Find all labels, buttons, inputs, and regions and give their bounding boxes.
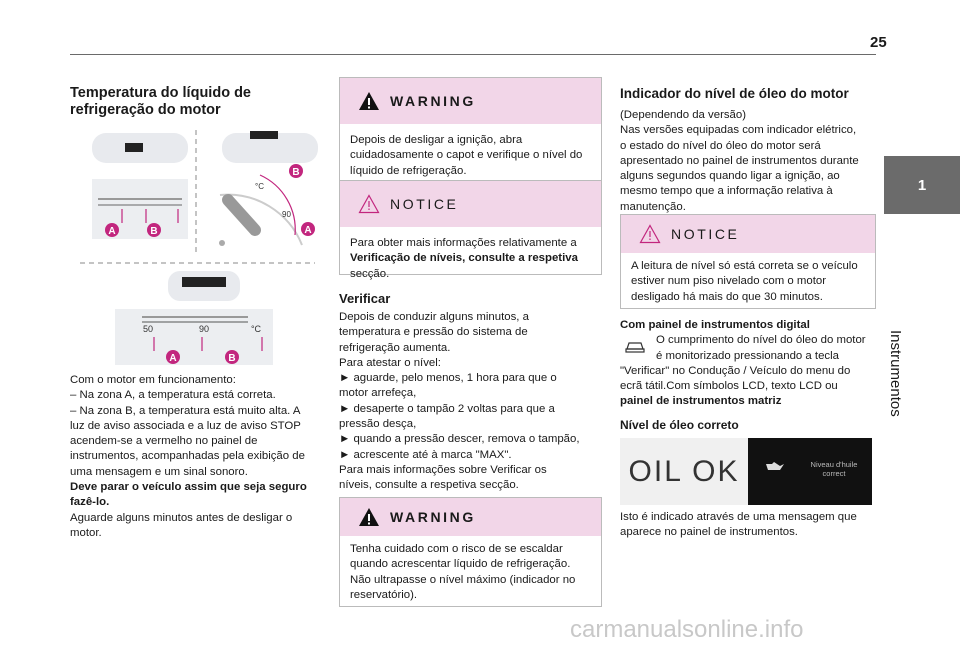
notice-triangle-icon: [358, 194, 380, 214]
coolant-line: motor.: [70, 526, 102, 539]
coolant-line: acendem-se a vermelho no painel de: [70, 435, 258, 448]
oil-intro-line: (Dependendo da versão): [620, 109, 747, 121]
verificar-line: ► acrescente até à marca "MAX".: [339, 448, 512, 461]
warning-line: líquido de refrigeração.: [350, 164, 467, 177]
verificar-line: Para atestar o nível:: [339, 356, 441, 369]
oil-level-display: [620, 438, 872, 505]
oil-msg-line1: Niveau d'huile: [810, 460, 858, 469]
zone-b-label-dial: B: [292, 167, 300, 178]
zone-a-label-2: A: [169, 353, 177, 364]
coolant-body: [70, 373, 325, 541]
coolant-line: Com o motor em funcionamento:: [70, 374, 236, 386]
notice-label: NOTICE: [671, 226, 740, 242]
coolant-line: – Na zona B, a temperatura está muito alta. A: [70, 404, 301, 417]
digital-line: painel de instrumentos matriz: [620, 395, 782, 408]
chapter-tab[interactable]: [884, 156, 960, 214]
notice-line: secção.: [350, 267, 390, 280]
dial-90-label: 90: [282, 210, 291, 219]
coolant-section-title: [70, 85, 320, 119]
digital-line: ecrã tátil.Com símbolos LCD, texto LCD ou: [620, 380, 838, 393]
notice-line: A leitura de nível só está correta se o veículo: [631, 260, 858, 272]
watermark: carmanualsonline.info: [570, 616, 804, 643]
digital-line: O cumprimento do nível do óleo do motor: [656, 334, 866, 347]
chapter-number: 1: [917, 176, 927, 194]
coolant-line: uma mensagem e um sinal sonoro.: [70, 465, 248, 478]
oil-can-icon: [764, 460, 786, 472]
coolant-line: luz de aviso associada e a luz de aviso STOP: [70, 419, 301, 432]
zone-b-label-1: B: [150, 226, 158, 237]
oil-intro-line: manutenção.: [620, 200, 686, 213]
digital-line: "Verificar" no Condução / Veículo do menu do: [620, 364, 851, 377]
notice-line: Para obter mais informações relativamente a: [350, 237, 577, 249]
verificar-section: [339, 290, 601, 494]
oil-title: Indicador do nível de óleo do motor: [620, 86, 849, 101]
verificar-line: motor arrefeça,: [339, 387, 417, 400]
coolant-line: instrumentos, acompanhadas pela exibição de: [70, 450, 305, 463]
warning-triangle-icon: [358, 507, 380, 527]
oil-intro-line: mesmo tempo que a informação relativa à: [620, 185, 833, 198]
warning-line: Tenha cuidado com o risco de se escaldar: [350, 543, 563, 555]
digital-title: Com painel de instrumentos digital: [620, 319, 810, 331]
coolant-gauge-illustration: [70, 125, 322, 367]
digital-line: é monitorizado pressionando a tecla: [656, 349, 839, 362]
zone-a-label-dial: A: [304, 225, 312, 236]
verificar-line: Para mais informações sobre Verificar os: [339, 463, 547, 476]
oil-correct-title: Nível de óleo correto: [620, 417, 739, 432]
warning-box-2: [339, 497, 602, 607]
car-settings-icon: [624, 337, 646, 355]
digital-panel-section: [620, 318, 876, 433]
bar-tick-50: 50: [142, 324, 154, 334]
notice-triangle-icon: [639, 224, 661, 244]
bar-tick-celsius: °C: [250, 324, 262, 334]
oil-footer: [620, 510, 876, 541]
notice-line: Verificação de níveis, consulte a respetiva: [350, 252, 578, 265]
notice-line: estiver num piso nivelado com o motor: [631, 275, 826, 288]
dial-needle: [228, 200, 255, 230]
zone-a-label-1: A: [108, 226, 116, 237]
oil-intro-line: Nas versões equipadas com indicador elétrico,: [620, 124, 857, 137]
page-number: 25: [870, 34, 887, 51]
verificar-line: refrigeração aumenta.: [339, 341, 451, 354]
dial-celsius-label: °C: [255, 182, 264, 191]
verificar-line: ► aguarde, pelo menos, 1 hora para que o: [339, 372, 557, 385]
coolant-title-line1: Temperatura do líquido de: [70, 85, 251, 101]
warning-line: reservatório).: [350, 588, 418, 601]
coolant-title-line2: refrigeração do motor: [70, 102, 221, 118]
notice-label: NOTICE: [390, 196, 459, 212]
notice-line: desligado há mais do que 30 minutos.: [631, 290, 823, 303]
warning-line: quando acrescentar líquido de refrigeração.: [350, 558, 571, 571]
notice-box-1: [339, 180, 602, 280]
warning-label: WARNING: [390, 93, 476, 109]
coolant-line: Aguarde alguns minutos antes de desligar o: [70, 511, 293, 524]
notice-box-2: [620, 214, 876, 309]
warning-box-1: [339, 77, 602, 181]
verificar-line: temperatura e pressão do sistema de: [339, 326, 528, 339]
coolant-line-bold: Deve parar o veículo assim que seja seguro: [70, 481, 307, 494]
oil-ok-text: OIL OK: [620, 438, 748, 505]
header-rule: [70, 54, 876, 55]
oil-msg-line2: correct: [822, 469, 846, 478]
warning-line: cuidadosamente o capot e verifique o nível do: [350, 149, 583, 162]
coolant-line: – Na zona A, a temperatura está correta.: [70, 389, 276, 402]
oil-footer-line: aparece no painel de instrumentos.: [620, 526, 798, 539]
verificar-title: Verificar: [339, 291, 391, 306]
oil-footer-line: Isto é indicado através de uma mensagem que: [620, 511, 857, 523]
zone-b-label-2: B: [228, 353, 236, 364]
warning-triangle-icon: [358, 91, 380, 111]
bar-tick-90: 90: [198, 324, 210, 334]
verificar-line: pressão desça,: [339, 418, 417, 431]
verificar-line: ► desaperte o tampão 2 voltas para que a: [339, 402, 555, 415]
warning-label: WARNING: [390, 509, 476, 525]
coolant-line-bold: fazê-lo.: [70, 496, 110, 509]
oil-intro-line: alguns segundos quando ligar a ignição, ao: [620, 170, 840, 183]
warning-line: Depois de desligar a ignição, abra: [350, 134, 523, 146]
oil-intro-line: o estado do nível do óleo do motor será: [620, 139, 821, 152]
verificar-line: níveis, consulte a respetiva secção.: [339, 479, 519, 492]
warning-line: Não ultrapasse o nível máximo (indicador no: [350, 573, 576, 586]
oil-intro-line: apresentado no painel de instrumentos durante: [620, 154, 859, 167]
verificar-line: ► quando a pressão descer, remova o tampão,: [339, 433, 580, 446]
oil-section: [620, 85, 876, 215]
chapter-label: [884, 220, 914, 417]
chapter-label-text: Instrumentos: [887, 330, 904, 417]
verificar-line: Depois de conduzir alguns minutos, a: [339, 311, 529, 323]
